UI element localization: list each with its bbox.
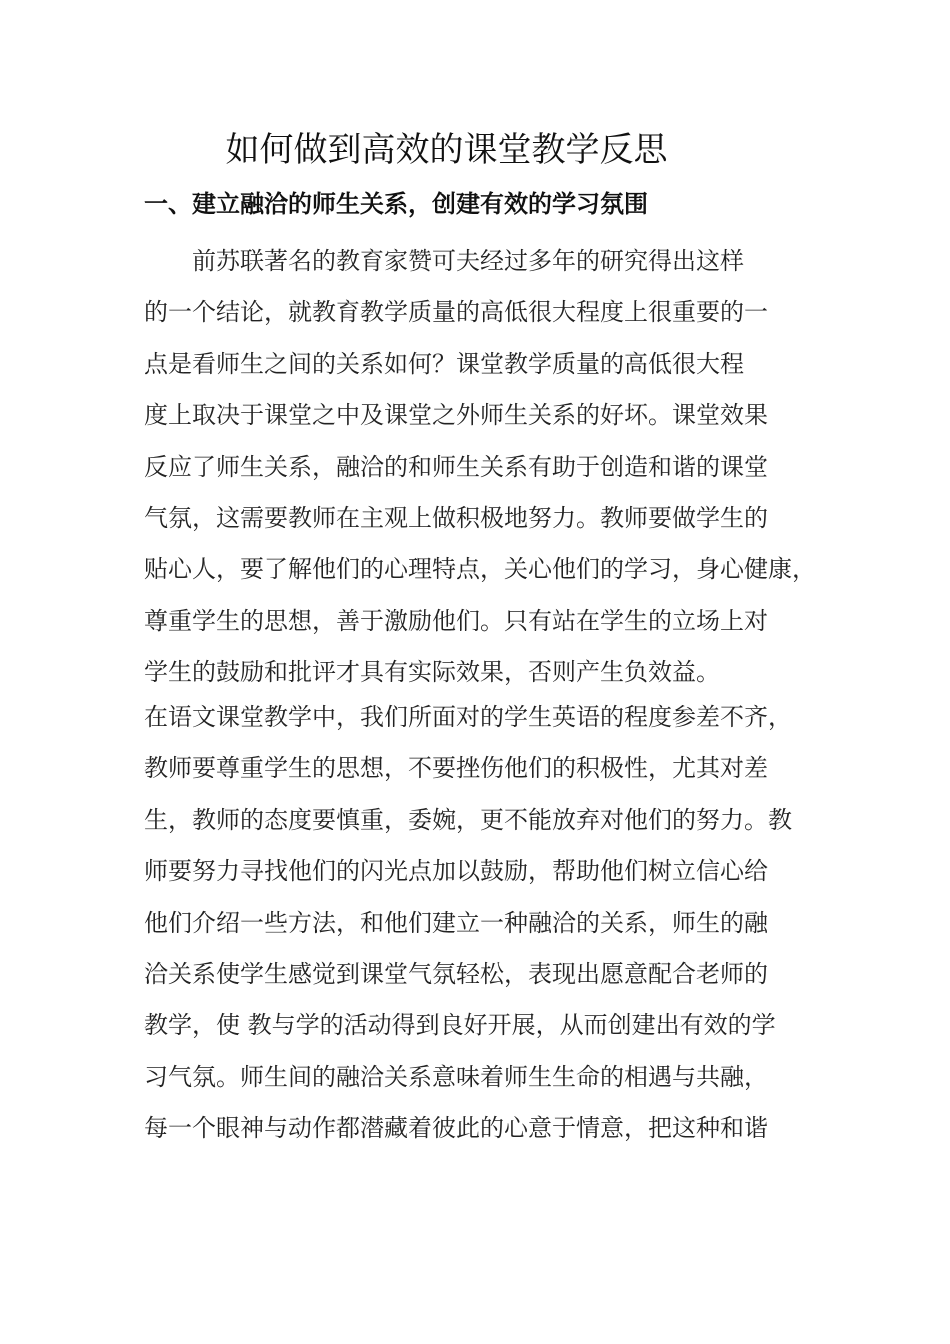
paragraph-line: 每一个眼神与动作都潜藏着彼此的心意于情意，把这种和谐 [144,1114,768,1143]
paragraph-line: 度上取决于课堂之中及课堂之外师生关系的好坏。课堂效果 [144,401,768,430]
paragraph-line: 反应了师生关系，融洽的和师生关系有助于创造和谐的课堂 [144,452,768,481]
paragraph-1 [144,236,844,699]
paragraph-line: 习气氛。师生间的融洽关系意味着师生生命的相遇与共融， [144,1062,768,1091]
paragraph-line: 点是看师生之间的关系如何？课堂教学质量的高低很大程 [144,349,744,378]
paragraph-line: 洽关系使学生感觉到课堂气氛轻松，表现出愿意配合老师的 [144,959,768,988]
paragraph-line: 生，教师的态度要慎重，委婉，更不能放弃对他们的努力。教 [144,805,792,834]
paragraph-2 [144,692,844,1155]
paragraph-line: 教学，使 教与学的活动得到良好开展，从而创建出有效的学 [144,1011,776,1040]
paragraph-line: 师要努力寻找他们的闪光点加以鼓励，帮助他们树立信心给 [144,857,768,886]
paragraph-line: 贴心人，要了解他们的心理特点，关心他们的学习，身心健康， [144,555,816,584]
paragraph-line: 教师要尊重学生的思想，不要挫伤他们的积极性，尤其对差 [144,754,768,783]
section-heading: 一、建立融洽的师生关系，创建有效的学习氛围 [144,189,648,218]
paragraph-line: 在语文课堂教学中，我们所面对的学生英语的程度参差不齐， [144,703,792,731]
paragraph-line: 学生的鼓励和批评才具有实际效果，否则产生负效益。 [144,658,720,687]
document-title: 如何做到高效的课堂教学反思 [225,130,668,170]
paragraph-line: 他们介绍一些方法，和他们建立一种融洽的关系，师生的融 [144,908,768,937]
paragraph-line: 的一个结论，就教育教学质量的高低很大程度上很重要的一 [144,298,768,327]
paragraph-line: 前苏联著名的教育家赞可夫经过多年的研究得出这样 [192,247,744,275]
paragraph-line: 气氛，这需要教师在主观上做积极地努力。教师要做学生的 [144,503,768,532]
paragraph-line: 尊重学生的思想，善于激励他们。只有站在学生的立场上对 [144,606,768,635]
